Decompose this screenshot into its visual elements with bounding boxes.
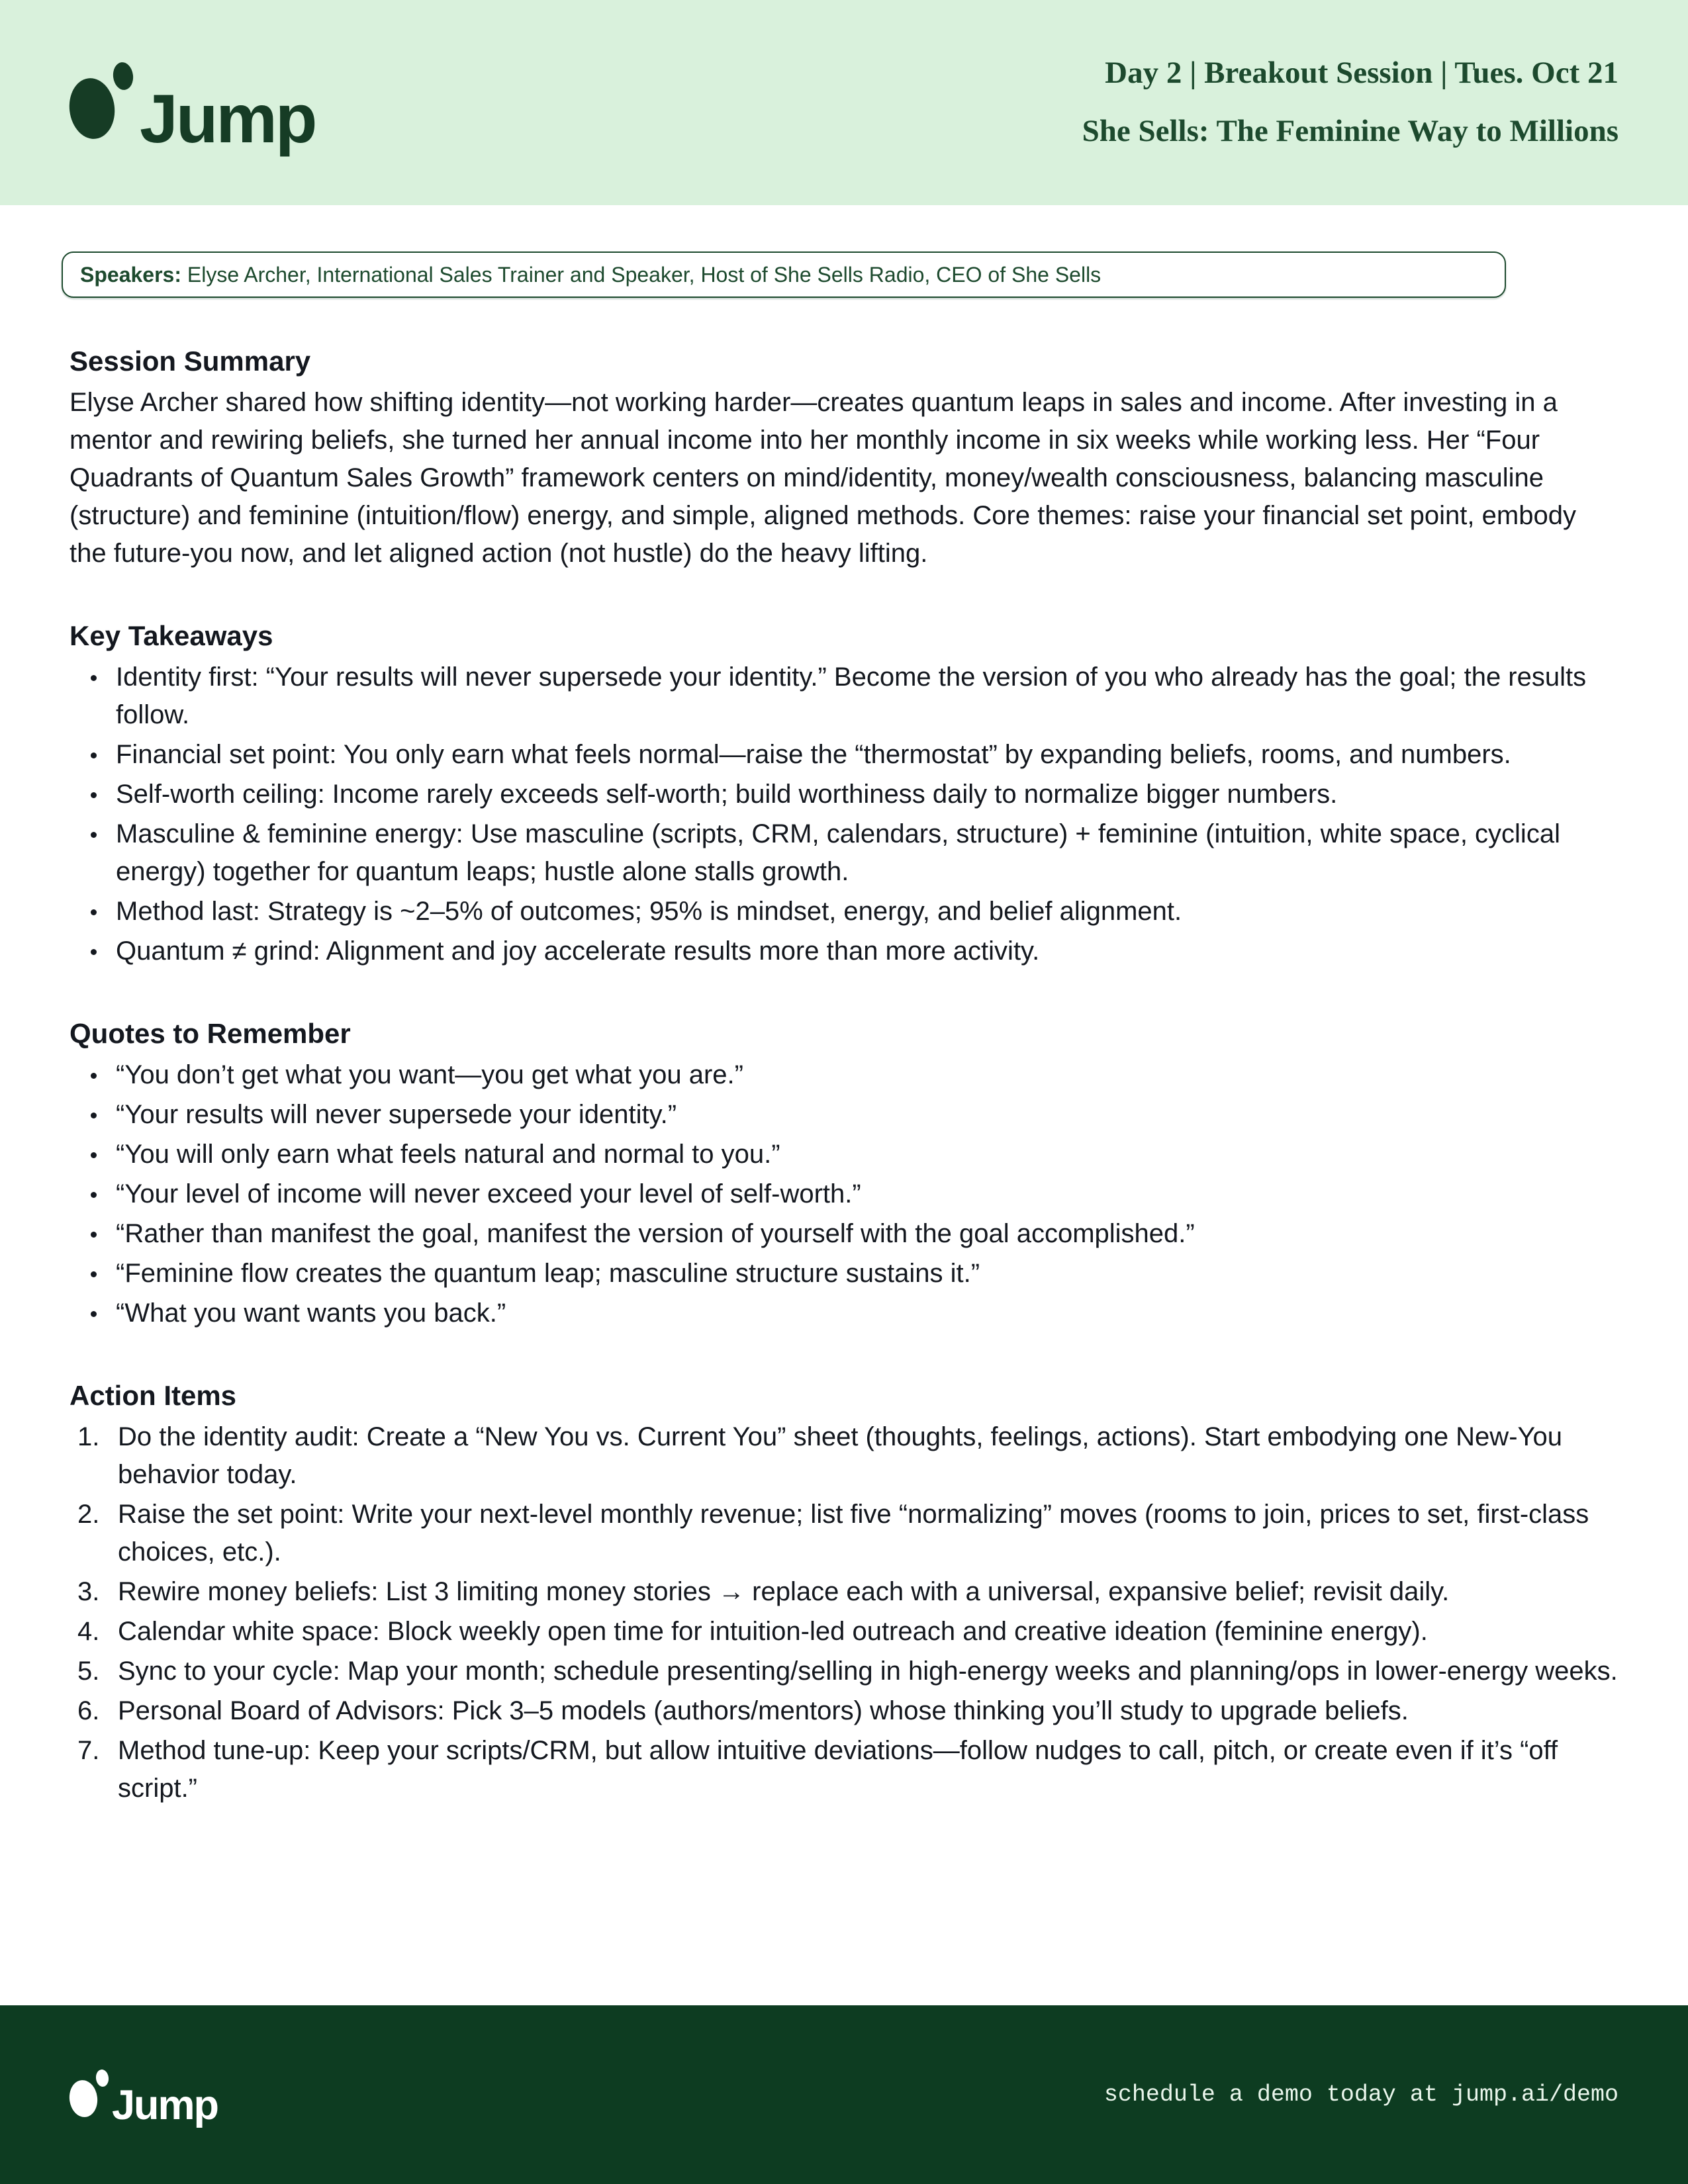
logo-wordmark: Jump (112, 2082, 218, 2128)
quote-item: “Your results will never supersede your identity.” (70, 1096, 1618, 1134)
demo-cta-text: schedule a demo today at jump.ai/demo (1103, 2081, 1618, 2108)
logo-small-dot-icon (112, 61, 135, 91)
quotes-list (70, 1056, 1618, 1332)
quotes-heading: Quotes to Remember (70, 1018, 351, 1050)
speakers-label: Speakers: (80, 263, 181, 287)
session-meta (1082, 56, 1618, 148)
quote-item: “You don’t get what you want—you get what you are.” (70, 1056, 1618, 1094)
speakers-value: Elyse Archer, International Sales Trainer and Speaker, Host of She Sells Radio, CEO of She Sells (187, 263, 1102, 287)
key-takeaways-heading: Key Takeaways (70, 620, 273, 652)
logo-wordmark: Jump (140, 81, 316, 158)
logo-small-dot-icon (95, 2069, 109, 2087)
jump-logo (70, 62, 316, 158)
action-item: Personal Board of Advisors: Pick 3–5 models (authors/mentors) whose thinking you’ll study to upgrade beliefs. (118, 1696, 1409, 1726)
action-item: Do the identity audit: Create a “New You vs. Current You” sheet (thoughts, feelings, actions). Start embodying one New-You behavior today. (118, 1422, 1563, 1490)
session-summary-text: Elyse Archer shared how shifting identity—not working harder—creates quantum leaps in sales and income. After investing in a mentor and rewiring beliefs, she turned her annual income into her monthly income in six weeks while working less. Her “Four Quadrants of Quantum Sales Growth” framework centers on mind/identity, money/wealth consciousness, balancing masculine (structure) and feminine (intuition/flow) energy, and simple, aligned methods. Core themes: raise your financial set point, embody the future-you now, and let aligned action (not hustle) do the heavy lifting. (70, 388, 1576, 569)
session-day-line: Day 2 | Breakout Session | Tues. Oct 21 (1105, 56, 1618, 91)
key-takeaways-list (70, 659, 1618, 970)
jump-logo-mark-icon (70, 2070, 111, 2120)
quote-item: “Rather than manifest the goal, manifest the version of yourself with the goal accomplished.” (70, 1215, 1618, 1253)
action-items-heading: Action Items (70, 1380, 237, 1412)
quote-item: “Feminine flow creates the quantum leap; masculine structure sustains it.” (70, 1255, 1618, 1293)
logo-big-dot-icon (68, 2079, 100, 2119)
takeaway-item: Masculine & feminine energy: Use masculine (scripts, CRM, calendars, structure) + feminine (intuition, white space, cyclical energy) together for quantum leaps; hustle alone stalls growth. (70, 815, 1618, 891)
quote-item: “You will only earn what feels natural and normal to you.” (70, 1136, 1618, 1173)
jump-logo-mark-icon (70, 62, 137, 143)
action-item: Sync to your cycle: Map your month; schedule presenting/selling in high-energy weeks and planning/ops in lower-energy weeks. (118, 1657, 1618, 1686)
takeaway-item: Quantum ≠ grind: Alignment and joy accelerate results more than more activity. (70, 933, 1618, 970)
session-summary-heading: Session Summary (70, 345, 311, 377)
jump-logo-footer (70, 2070, 218, 2128)
page-header (0, 0, 1688, 205)
action-item: Raise the set point: Write your next-level monthly revenue; list five “normalizing” moves (rooms to join, prices to set, first-class choices, etc.). (118, 1500, 1589, 1567)
quote-item: “Your level of income will never exceed your level of self-worth.” (70, 1175, 1618, 1213)
session-title-line: She Sells: The Feminine Way to Millions (1082, 114, 1618, 148)
action-item: Calendar white space: Block weekly open time for intuition-led outreach and creative ideation (feminine energy). (118, 1617, 1428, 1647)
page-footer (0, 2005, 1688, 2184)
logo-big-dot-icon (66, 75, 118, 142)
action-items-list (70, 1418, 1618, 1807)
takeaway-item: Self-worth ceiling: Income rarely exceeds self-worth; build worthiness daily to normalize bigger numbers. (70, 776, 1618, 813)
takeaway-item: Identity first: “Your results will never supersede your identity.” Become the version of you who already has the goal; the results follow. (70, 659, 1618, 734)
action-item: Rewire money beliefs: List 3 limiting money stories → replace each with a universal, expansive belief; revisit daily. (118, 1577, 1450, 1607)
speakers-pill (62, 251, 1506, 298)
page-body (0, 205, 1688, 2005)
quote-item: “What you want wants you back.” (70, 1295, 1618, 1332)
action-item: Method tune-up: Keep your scripts/CRM, but allow intuitive deviations—follow nudges to call, pitch, or create even if it’s “off script.” (118, 1736, 1558, 1803)
takeaway-item: Financial set point: You only earn what feels normal—raise the “thermostat” by expanding beliefs, rooms, and numbers. (70, 736, 1618, 774)
takeaway-item: Method last: Strategy is ~2–5% of outcomes; 95% is mindset, energy, and belief alignment. (70, 893, 1618, 931)
